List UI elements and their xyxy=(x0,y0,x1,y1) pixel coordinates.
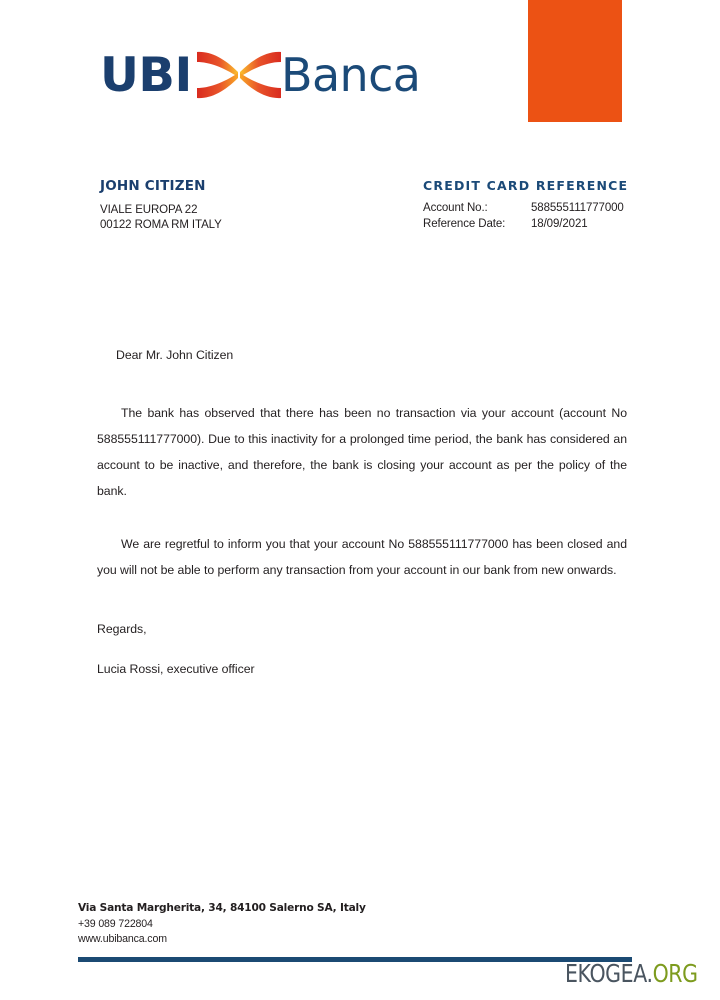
recipient-name: JOHN CITIZEN xyxy=(100,178,206,194)
footer-phone: +39 089 722804 xyxy=(78,917,153,930)
footer-address: Via Santa Margherita, 34, 84100 Salerno SA, Italy xyxy=(78,902,366,914)
butterfly-x-mark-icon xyxy=(196,48,282,102)
watermark-dot: . xyxy=(646,959,653,988)
watermark-tld: ORG xyxy=(652,959,698,988)
letter-paragraph-1: The bank has observed that there has been no transaction via your account (account No 588555111777000). Due to this inactivity for a prolonged time period, the bank has considered an account to be inactive, and therefore, the bank is closing your account as per the policy of the bank. xyxy=(97,406,627,498)
watermark-main: EKOGEA xyxy=(565,959,647,988)
reference-row-account xyxy=(423,201,683,217)
recipient-block xyxy=(100,178,400,233)
reference-row-date xyxy=(423,217,683,233)
letter-signer: Lucia Rossi, executive officer xyxy=(97,662,255,676)
letter-paragraph-2: We are regretful to inform you that your account No 588555111777000 has been closed and you will not be able to perform any transaction from your account in our bank from new onwards. xyxy=(97,537,627,577)
letter-closing: Regards, xyxy=(97,622,147,636)
letter-body xyxy=(97,348,627,676)
reference-value-date: 18/09/2021 xyxy=(531,217,588,230)
recipient-address-line-2: 00122 ROMA RM ITALY xyxy=(100,219,222,231)
reference-label-date: Reference Date: xyxy=(423,217,506,230)
logo-wordmark-ubi: UBI xyxy=(100,47,192,103)
orange-corner-block xyxy=(528,0,622,122)
reference-label-account: Account No.: xyxy=(423,202,488,214)
ubi-banca-logo xyxy=(100,44,420,106)
footer-block xyxy=(78,901,498,948)
reference-title: CREDIT CARD REFERENCE xyxy=(423,178,629,193)
watermark xyxy=(565,961,698,986)
footer-website[interactable]: www.ubibanca.com xyxy=(78,933,167,945)
logo-wordmark-banca: Banca xyxy=(280,48,421,102)
reference-block xyxy=(423,178,683,232)
footer-rule xyxy=(78,957,632,962)
recipient-address-line-1: VIALE EUROPA 22 xyxy=(100,204,198,216)
letter-salutation: Dear Mr. John Citizen xyxy=(116,348,234,362)
reference-value-account: 588555111777000 xyxy=(531,202,624,214)
